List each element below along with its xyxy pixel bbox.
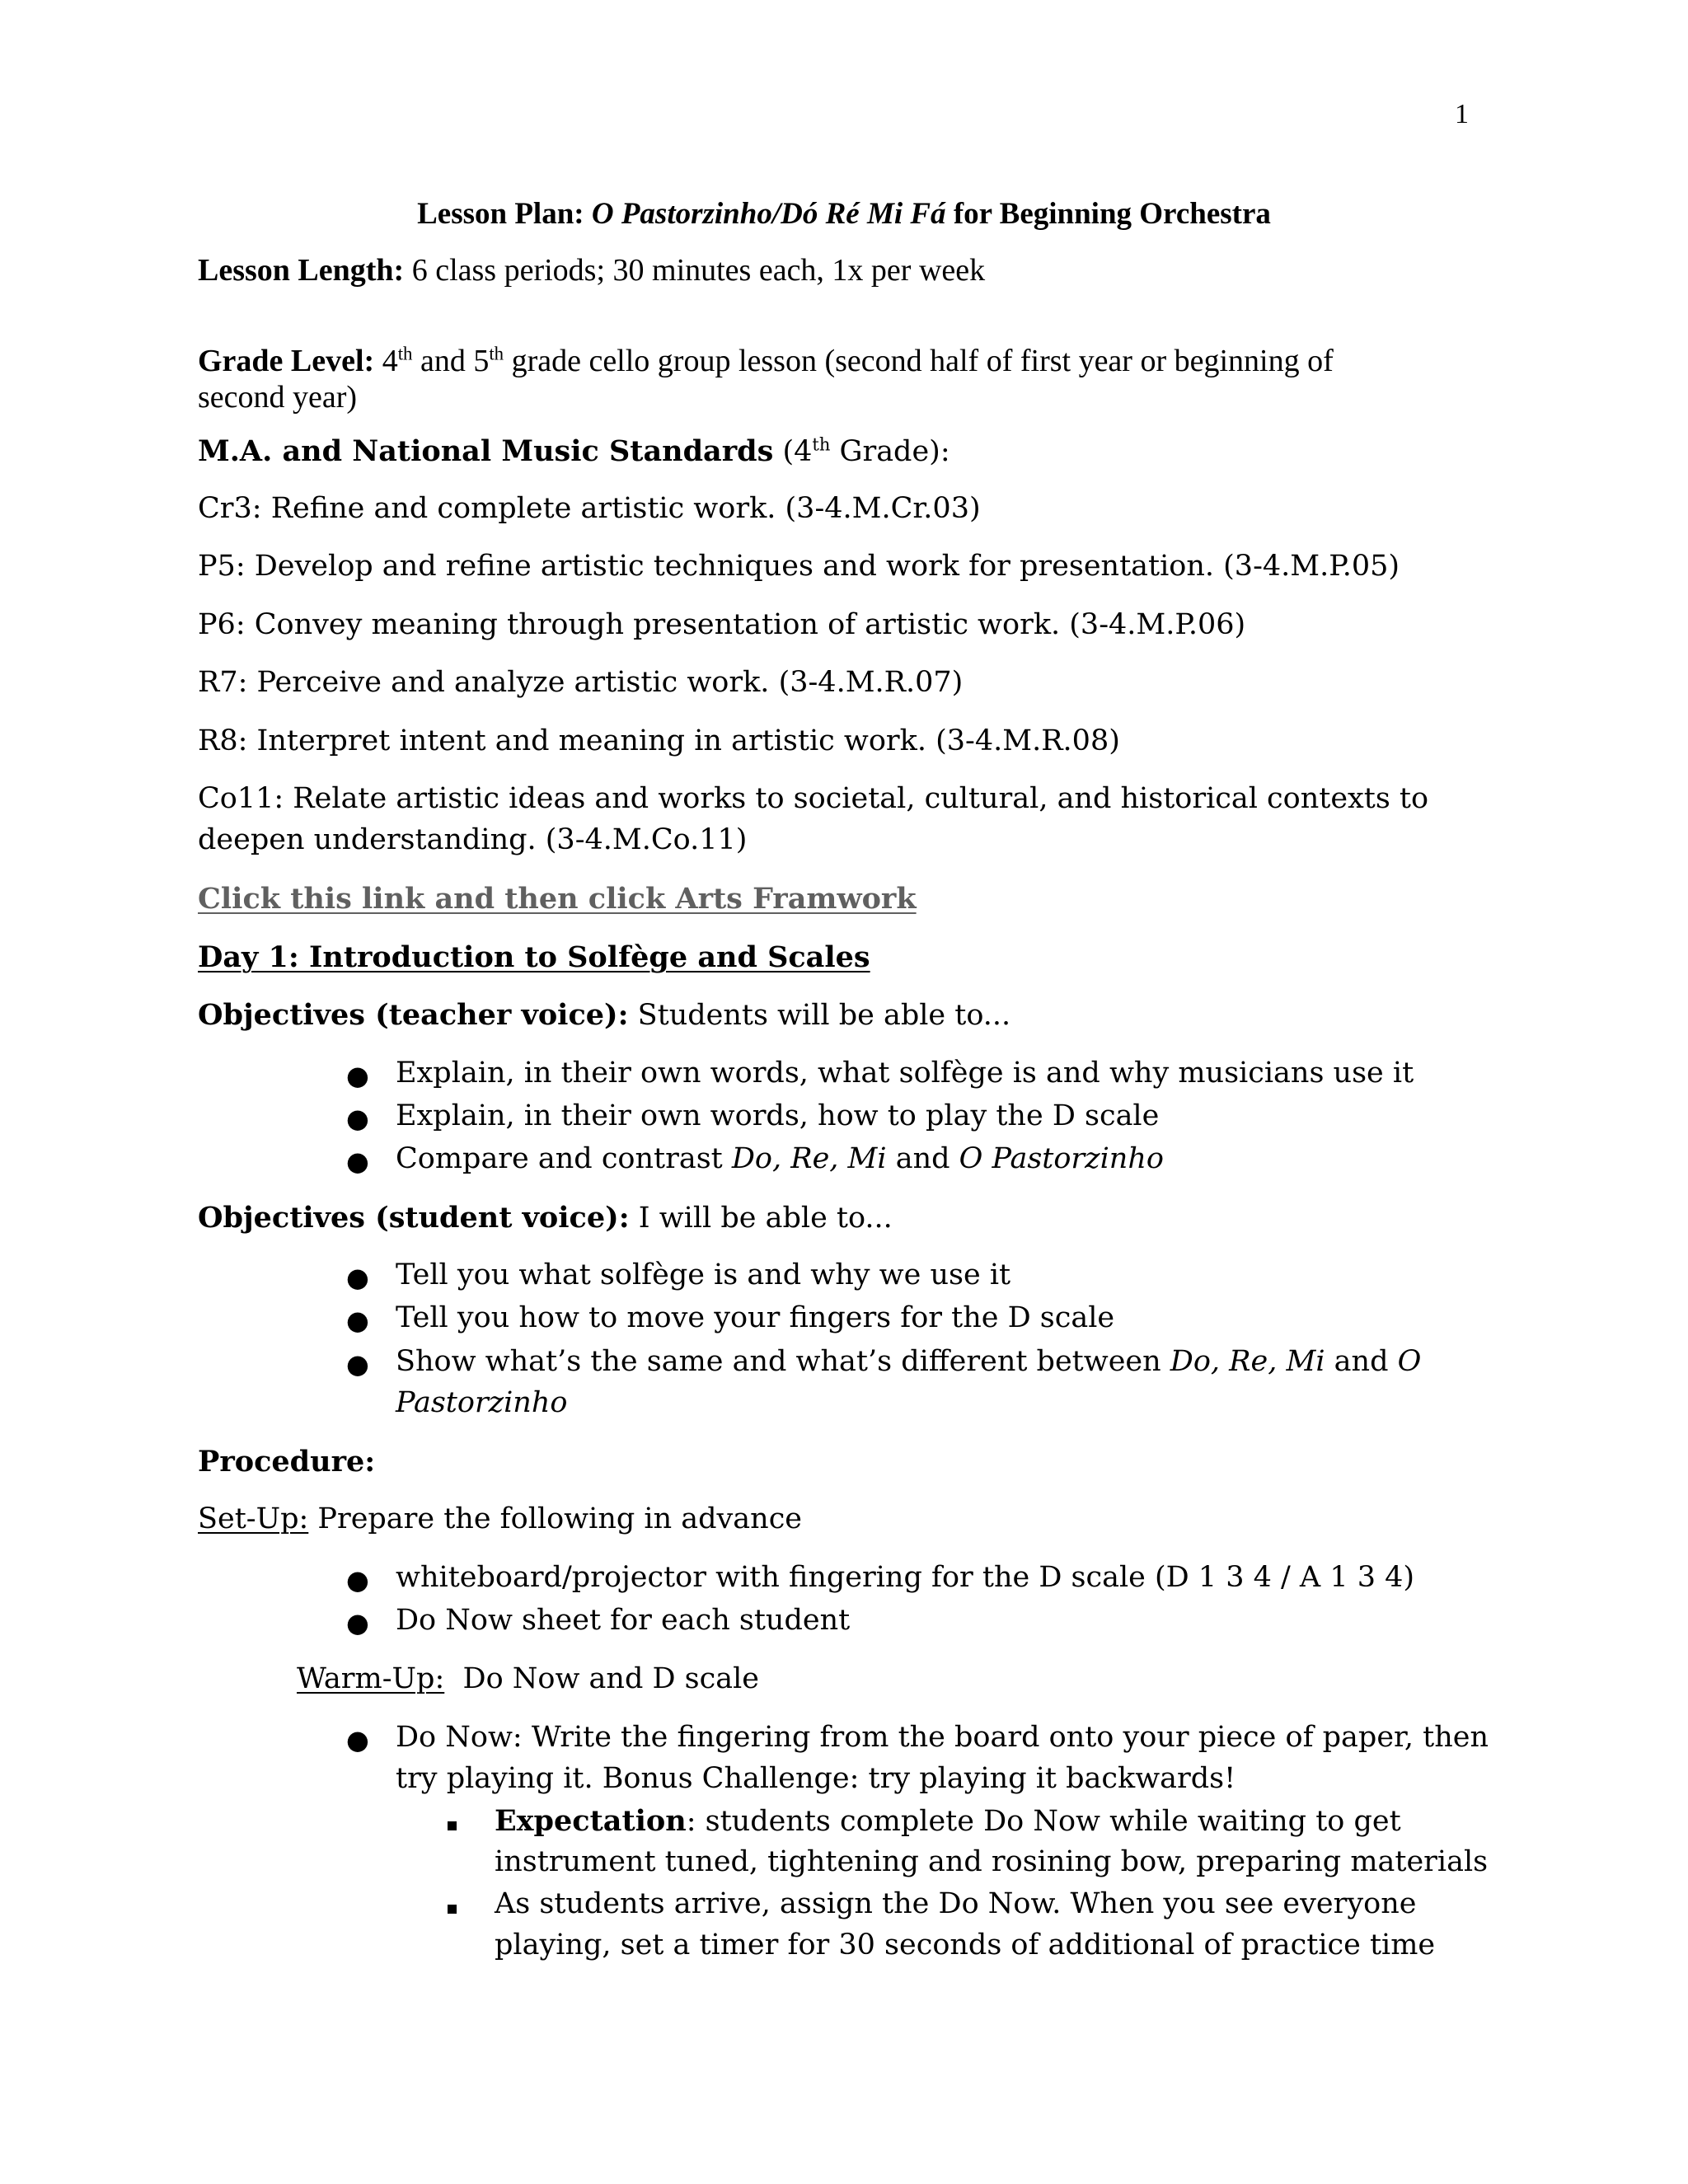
bullet-icon: ● (346, 1724, 369, 1755)
teacher-objective-item: Explain, in their own words, what solfège is and why musicians use it (396, 1057, 1414, 1090)
lesson-length: Lesson Length: 6 class periods; 30 minutes each, 1x per week (198, 253, 986, 288)
standards-heading: M.A. and National Music Standards (4th Grade): (198, 434, 950, 468)
square-bullet-icon (448, 1905, 457, 1914)
arrive-item-continued: playing, set a timer for 30 seconds of additional of practice time (495, 1929, 1436, 1961)
student-objective-item-continued: Pastorzinho (396, 1386, 568, 1419)
standard-cr3: Cr3: Refine and complete artistic work. (3-4.M.Cr.03) (198, 492, 981, 525)
bullet-icon: ● (346, 1103, 369, 1134)
page-number: 1 (1455, 99, 1469, 129)
day1-heading: Day 1: Introduction to Solfège and Scales (198, 940, 870, 974)
expectation-item: Expectation: students complete Do Now while waiting to get (495, 1804, 1401, 1838)
warmup-line: Warm-Up: Do Now and D scale (297, 1662, 760, 1695)
bullet-icon: ● (346, 1060, 369, 1091)
setup-line: Set-Up: Prepare the following in advance (198, 1502, 803, 1535)
grade-level: Grade Level: 4th and 5th grade cello group lesson (second half of first year or beginning of (198, 343, 1334, 378)
bullet-icon: ● (346, 1348, 369, 1380)
standard-p6: P6: Convey meaning through presentation of artistic work. (3-4.M.P.06) (198, 608, 1246, 641)
standard-r7: R7: Perceive and analyze artistic work. (3-4.M.R.07) (198, 666, 964, 699)
bullet-icon: ● (346, 1262, 369, 1293)
student-objective-item: Tell you what solfège is and why we use it (396, 1258, 1011, 1291)
do-now-item-continued: try playing it. Bonus Challenge: try playing it backwards! (396, 1762, 1236, 1795)
standard-co11: Co11: Relate artistic ideas and works to societal, cultural, and historical contexts to (198, 782, 1429, 815)
standard-p5: P5: Develop and refine artistic techniques and work for presentation. (3-4.M.P.05) (198, 550, 1400, 583)
standard-co11-continued: deepen understanding. (3-4.M.Co.11) (198, 823, 748, 856)
procedure-heading: Procedure: (198, 1445, 376, 1479)
bullet-icon: ● (346, 1146, 369, 1177)
student-objective-item: Tell you how to move your fingers for the D scale (396, 1301, 1115, 1334)
bullet-icon: ● (346, 1607, 369, 1638)
arrive-item: As students arrive, assign the Do Now. When you see everyone (495, 1887, 1417, 1920)
page-title: Lesson Plan: O Pastorzinho/Dó Ré Mi Fá for Beginning Orchestra (417, 197, 1271, 231)
bullet-icon: ● (346, 1564, 369, 1596)
arts-framework-link[interactable]: Click this link and then click Arts Framwork (198, 882, 917, 916)
square-bullet-icon (448, 1821, 457, 1830)
teacher-objective-item: Compare and contrast Do, Re, Mi and O Pastorzinho (396, 1142, 1164, 1175)
setup-item: whiteboard/projector with fingering for the D scale (D 1 3 4 / A 1 3 4) (396, 1561, 1415, 1594)
standard-r8: R8: Interpret intent and meaning in artistic work. (3-4.M.R.08) (198, 724, 1120, 757)
bullet-icon: ● (346, 1305, 369, 1336)
do-now-item: Do Now: Write the fingering from the board onto your piece of paper, then (396, 1721, 1489, 1754)
objectives-student-voice: Objectives (student voice): I will be able to... (198, 1201, 893, 1235)
teacher-objective-item: Explain, in their own words, how to play the D scale (396, 1099, 1160, 1132)
objectives-teacher-voice: Objectives (teacher voice): Students will be able to... (198, 998, 1011, 1032)
setup-item: Do Now sheet for each student (396, 1604, 851, 1637)
expectation-item-continued: instrument tuned, tightening and rosining bow, preparing materials (495, 1845, 1489, 1878)
student-objective-item: Show what’s the same and what’s different between Do, Re, Mi and O (396, 1345, 1422, 1378)
grade-level-continued: second year) (198, 380, 358, 415)
